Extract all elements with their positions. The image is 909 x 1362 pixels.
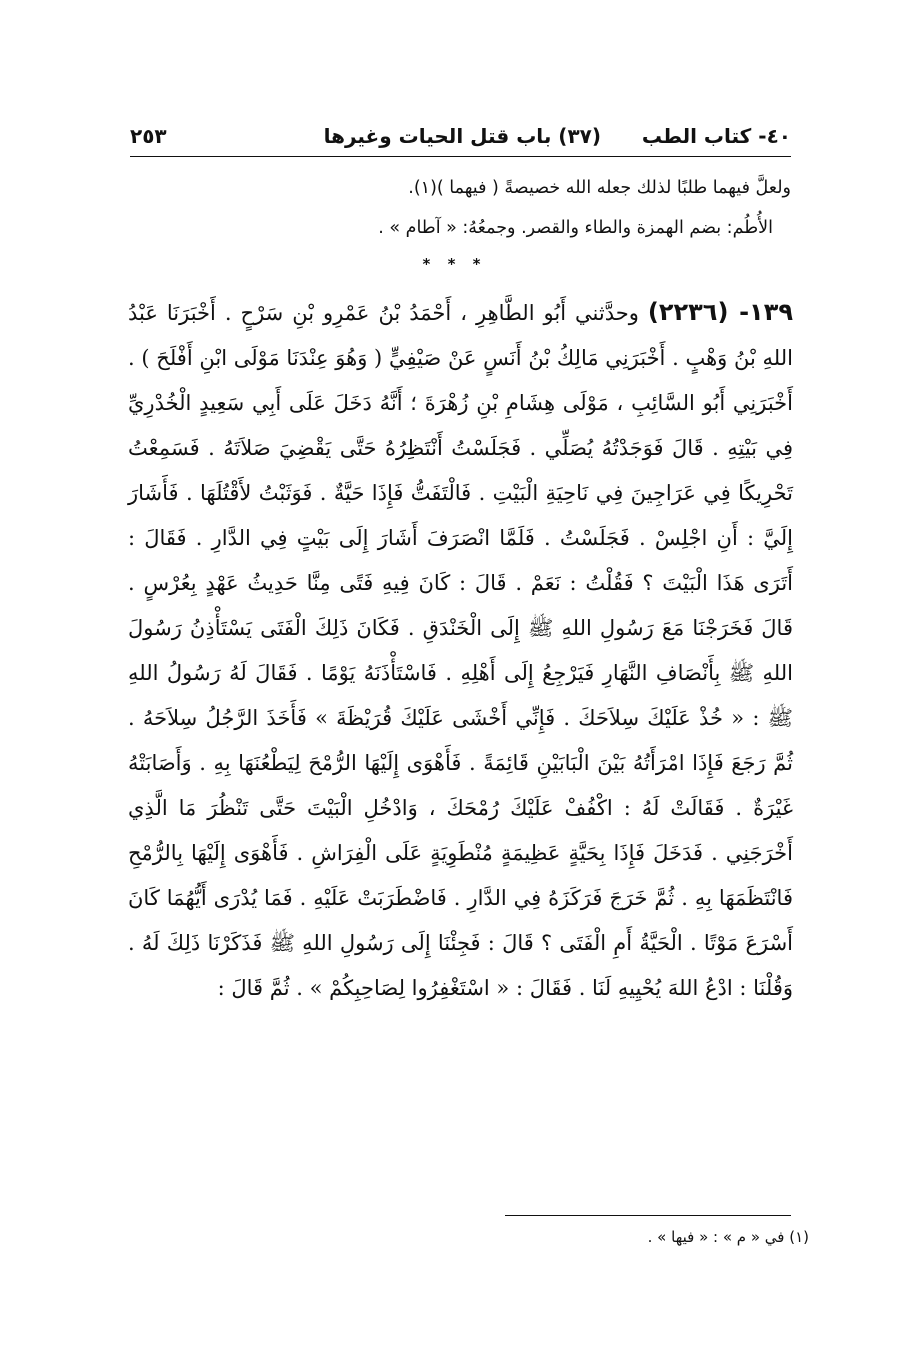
hadith-number: ١٣٩- (٢٢٣٦) (647, 298, 793, 326)
section-separator: * * * (422, 255, 487, 273)
intro-line-1: ولعلَّ فيهما طلبًا لذلك جعله الله خصيصةً ( فيهما )(١). (408, 178, 791, 198)
hadith-text: وحدَّثني أَبُو الطَّاهِرِ ، أَحْمَدُ بْنُ عَمْرِو بْنِ سَرْحٍ . أَخْبَرَنَا عَبْدُ اللهِ بْنُ وَهْبٍ . أَخْبَرَنِي مَالِكُ بْنُ أَنَسٍ عَنْ صَيْفِيٍّ ( وَهُوَ عِنْدَنَا مَوْلَى ابْنِ أَفْلَحَ ) . أَخْبَرَنِي أَبُو السَّائِبِ ، مَوْلَى هِشَامِ بْنِ زُهْرَةَ ؛ أَنَّهُ دَخَلَ عَلَى أَبِي سَعِيدٍ الْخُدْرِيِّ فِي بَيْتِهِ . قَالَ فَوَجَدْتُهُ يُصَلِّي . فَجَلَسْتُ أَنْتَظِرُهُ حَتَّى يَقْضِيَ صَلاَتَهُ . فَسَمِعْتُ تَحْرِيكًا فِي عَرَاجِينَ فِي نَاحِيَةِ الْبَيْتِ . فَالْتَفَتُّ فَإِذَا حَيَّةٌ . فَوَثَبْتُ لأَقْتُلَهَا . فَأَشَارَ إِلَيَّ : أَنِ اجْلِسْ . فَجَلَسْتُ . فَلَمَّا انْصَرَفَ أَشَارَ إِلَى بَيْتٍ فِي الدَّارِ . فَقَالَ : أَتَرَى هَذَا الْبَيْتَ ؟ فَقُلْتُ : نَعَمْ . قَالَ : كَانَ فِيهِ فَتًى مِنَّا حَدِيثُ عَهْدٍ بِعُرْسٍ . قَالَ فَخَرَجْنَا مَعَ رَسُولِ اللهِ ﷺ إِلَى الْخَنْدَقِ . فَكَانَ ذَلِكَ الْفَتَى يَسْتَأْذِنُ رَسُولَ اللهِ ﷺ بِأَنْصَافِ النَّهَارِ فَيَرْجِعُ إِلَى أَهْلِهِ . فَاسْتَأْذَنَهُ يَوْمًا . فَقَالَ لَهُ رَسُولُ اللهِ ﷺ : « خُذْ عَلَيْكَ سِلاَحَكَ . فَإِنِّي أَخْشَى عَلَيْكَ قُرَيْظَةَ » فَأَخَذَ الرَّجُلُ سِلاَحَهُ . ثُمَّ رَجَعَ فَإِذَا امْرَأَتُهُ بَيْنَ الْبَابَيْنِ قَائِمَةً . فَأَهْوَى إِلَيْهَا الرُّمْحَ لِيَطْعُنَهَا بِهِ . وَأَصَابَتْهُ غَيْرَةٌ . فَقَالَتْ لَهُ : اكْفُفْ عَلَيْكَ رُمْحَكَ ، وَادْخُلِ الْبَيْتَ حَتَّى تَنْظُرَ مَا الَّذِي أَخْرَجَنِي . فَدَخَلَ فَإِذَا بِحَيَّةٍ عَظِيمَةٍ مُنْطَوِيَةٍ عَلَى الْفِرَاشِ . فَأَهْوَى إِلَيْهَا بِالرُّمْحِ فَانْتَظَمَهَا بِهِ . ثُمَّ خَرَجَ فَرَكَزَهُ فِي الدَّارِ . فَاضْطَرَبَتْ عَلَيْهِ . فَمَا يُدْرَى أَيُّهُمَا كَانَ أَسْرَعَ مَوْتًا . الْحَيَّةُ أَمِ الْفَتَى ؟ قَالَ : فَجِئْنَا إِلَى رَسُولِ اللهِ ﷺ فَذَكَرْنَا ذَلِكَ لَهُ . وَقُلْنَا : ادْعُ اللهَ يُحْيِيهِ لَنَا . فَقَالَ : « اسْتَغْفِرُوا لِصَاحِبِكُمْ » . ثُمَّ قَالَ : (128, 301, 793, 1000)
intro-line-2: الأُطُم: بضم الهمزة والطاء والقصر. وجمعُهُ: « آطام » . (378, 218, 773, 238)
running-header (130, 116, 791, 156)
intro-text (130, 168, 791, 248)
section-title: (٣٧) باب قتل الحيات وغيرها (323, 124, 601, 148)
chapter-title: ٤٠- كتاب الطب (641, 124, 791, 148)
hadith-body (128, 290, 793, 1210)
header-rule (130, 156, 791, 157)
page-number: ٢٥٣ (130, 124, 167, 148)
footnote-rule (505, 1215, 791, 1216)
footnote: (١) في « م » : « فيها » . (647, 1228, 809, 1246)
